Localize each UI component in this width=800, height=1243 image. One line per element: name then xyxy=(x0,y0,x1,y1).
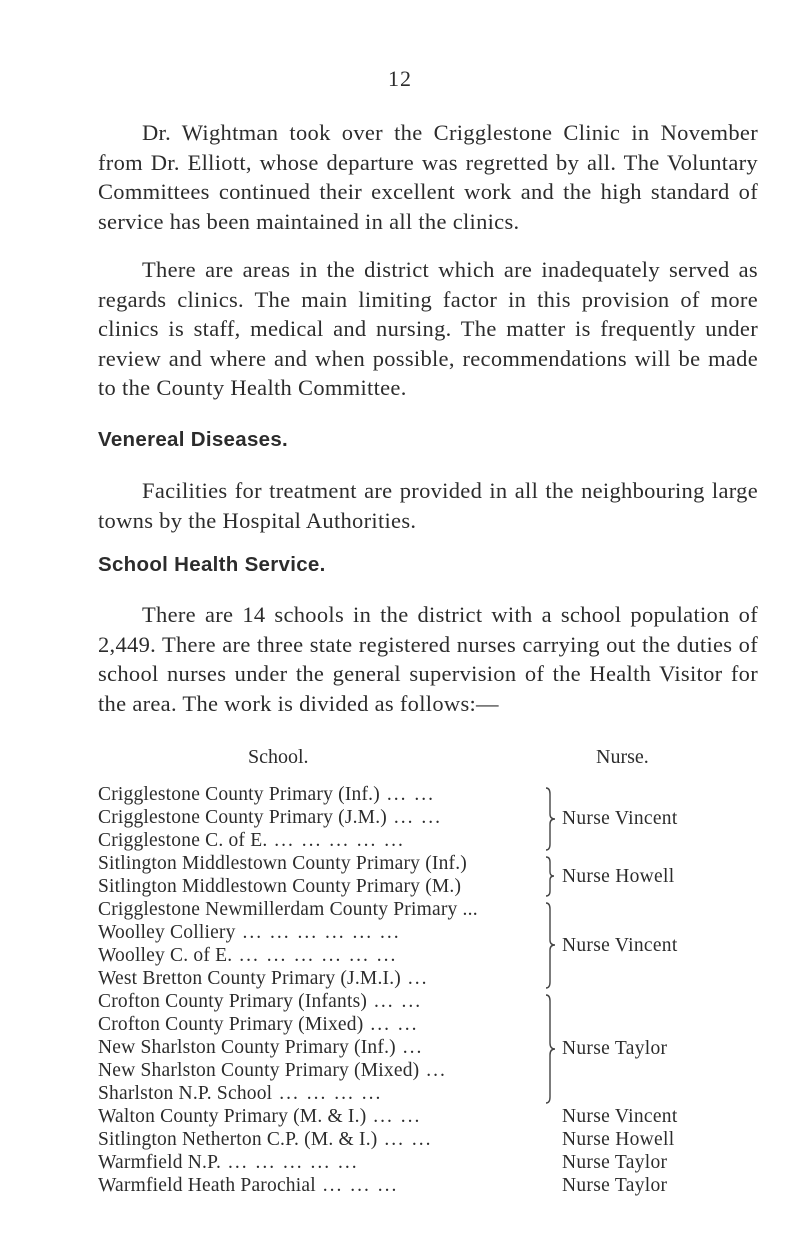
school-name: New Sharlston County Primary (Inf.) xyxy=(98,1037,396,1058)
school-name: Sitlington Middlestown County Primary (Inf.) xyxy=(98,853,467,874)
school-row xyxy=(98,1105,558,1128)
school-name: Sharlston N.P. School xyxy=(98,1083,273,1104)
dot-leader: ... xyxy=(395,1037,424,1058)
nurse-assignment: Nurse Taylor xyxy=(562,1175,668,1196)
school-row xyxy=(98,806,558,829)
school-row xyxy=(98,1082,558,1105)
school-row xyxy=(98,1036,558,1059)
nurse-column-header: Nurse. xyxy=(596,746,649,768)
dot-leader: ... ... ... xyxy=(315,1175,399,1196)
school-row xyxy=(98,829,558,852)
school-row xyxy=(98,1128,558,1151)
school-row xyxy=(98,852,558,875)
dot-leader: ... ... ... ... ... ... xyxy=(232,945,398,966)
brace-group-1 xyxy=(544,786,564,852)
dot-leader: ... ... ... ... ... ... xyxy=(235,922,401,943)
school-row xyxy=(98,1059,558,1082)
dot-leader: ... ... ... ... ... xyxy=(221,1152,359,1173)
school-name: Crigglestone C. of E. xyxy=(98,830,268,851)
school-name: Crigglestone Newmillerdam County Primary ... xyxy=(98,899,478,920)
school-column-header: School. xyxy=(248,746,309,768)
dot-leader: ... ... ... ... ... xyxy=(267,830,405,851)
school-row xyxy=(98,1174,558,1197)
venereal-diseases-heading: Venereal Diseases. xyxy=(98,428,289,451)
school-name: Crigglestone County Primary (J.M.) xyxy=(98,807,387,828)
brace-group-2 xyxy=(544,855,564,898)
paragraph-clinic-areas: There are areas in the district which are inadequately served as regards clinics. The main limiting factor in this provision of more clinics is staff, medical and nursing. The matter is frequently under review and where and when possible, recommendations will be made to the County Health Committee. xyxy=(98,257,758,400)
nurse-assignment: Nurse Taylor xyxy=(562,1038,668,1059)
school-row xyxy=(98,967,558,990)
nurse-assignment: Nurse Howell xyxy=(562,866,675,887)
brace-group-3 xyxy=(544,901,564,990)
school-row xyxy=(98,921,558,944)
school-name: West Bretton County Primary (J.M.I.) xyxy=(98,968,401,989)
nurse-assignment: Nurse Vincent xyxy=(562,935,678,956)
school-row xyxy=(98,898,558,921)
school-name: Woolley Colliery xyxy=(98,922,236,943)
school-health-heading: School Health Service. xyxy=(98,553,326,576)
school-name: Crofton County Primary (Infants) xyxy=(98,991,368,1012)
nurse-assignment: Nurse Taylor xyxy=(562,1152,668,1173)
dot-leader: ... ... xyxy=(366,1106,422,1127)
dot-leader: ... xyxy=(419,1060,447,1081)
school-row xyxy=(98,1151,558,1174)
brace-group-4 xyxy=(544,993,564,1105)
page-number: 12 xyxy=(388,66,412,91)
dot-leader: ... ... xyxy=(387,807,442,828)
paragraph-school-health: There are 14 schools in the district with a school population of 2,449. There are three state registered nurses carrying out the duties of school nurses under the general supervision of the Health Visitor for the area. The work is divided as follows:— xyxy=(98,602,758,716)
school-row xyxy=(98,990,558,1013)
school-name: New Sharlston County Primary (Mixed) xyxy=(98,1060,420,1081)
school-name: Warmfield Heath Parochial xyxy=(98,1175,316,1196)
dot-leader: ... ... ... ... xyxy=(272,1083,383,1104)
dot-leader: ... xyxy=(400,968,429,989)
paragraph-clinic-staff: Dr. Wightman took over the Crigglestone Clinic in November from Dr. Elliott, whose departure was regretted by all. The Voluntary Committees continued their excellent work and the high standard of service has been maintained in all the clinics. xyxy=(98,120,758,234)
dot-leader: ... ... xyxy=(363,1014,419,1035)
paragraph-venereal: Facilities for treatment are provided in all the neighbouring large towns by the Hospital Authorities. xyxy=(98,478,758,533)
school-name: Warmfield N.P. xyxy=(98,1152,222,1173)
nurse-assignment: Nurse Howell xyxy=(562,1129,675,1150)
school-name: Woolley C. of E. xyxy=(98,945,233,966)
school-name: Crofton County Primary (Mixed) xyxy=(98,1014,364,1035)
school-row xyxy=(98,1013,558,1036)
school-name: Crigglestone County Primary (Inf.) xyxy=(98,784,380,805)
dot-leader: ... ... xyxy=(377,1129,433,1150)
nurse-assignment: Nurse Vincent xyxy=(562,1106,678,1127)
dot-leader: ... ... xyxy=(379,784,435,805)
school-name: Sitlington Netherton C.P. (M. & I.) xyxy=(98,1129,378,1150)
nurse-assignment: Nurse Vincent xyxy=(562,808,678,829)
school-row xyxy=(98,783,558,806)
school-row xyxy=(98,875,558,898)
school-name: Walton County Primary (M. & I.) xyxy=(98,1106,367,1127)
school-row xyxy=(98,944,558,967)
dot-leader: ... ... xyxy=(367,991,423,1012)
school-name: Sitlington Middlestown County Primary (M.) xyxy=(98,876,462,897)
